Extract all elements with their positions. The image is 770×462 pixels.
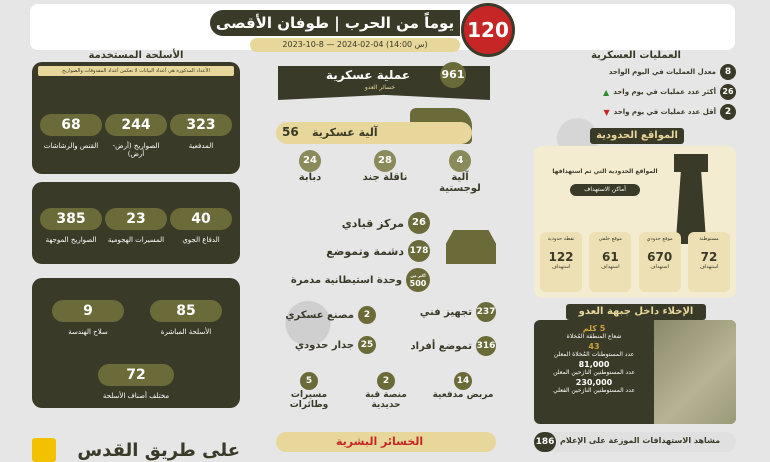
evac-value: 230,000 xyxy=(575,378,613,387)
site-unit: استهداف xyxy=(601,264,620,270)
ops-row xyxy=(536,104,736,120)
border-places-tag: أماكن الاستهداف xyxy=(570,184,640,196)
target2-value: 2 xyxy=(358,306,376,324)
weapon-air-defense xyxy=(170,208,232,244)
misc-value: 14 xyxy=(454,372,472,390)
site-value: 72 xyxy=(700,250,718,264)
vehicle-logistic xyxy=(430,150,490,200)
evac-label: عدد المستوطنين النازحين المعلن xyxy=(553,369,635,376)
brand-name: على طريق القدس xyxy=(77,440,240,461)
target2-label: تجهيز فني xyxy=(419,306,472,318)
vehicle-label: دبابة xyxy=(298,172,322,183)
site-unit: استهداف xyxy=(551,264,571,270)
misc-label: منصة قبة حديدية xyxy=(365,390,407,410)
media-value: 186 xyxy=(534,432,556,452)
target-row xyxy=(290,240,430,262)
target-value: 500 xyxy=(409,279,427,288)
target2-row xyxy=(276,306,376,324)
vehicle-label: ناقلة جند xyxy=(362,172,408,183)
brand-logo-icon xyxy=(32,438,56,462)
weapons-title: الأسلحة المستخدمة xyxy=(88,50,184,61)
target-row xyxy=(290,268,430,292)
bunker-icon xyxy=(446,230,496,264)
ops-label: أكثر عدد عمليات في يوم واحد xyxy=(613,88,716,96)
site-border-point xyxy=(540,232,582,292)
weapon-value: 40 xyxy=(170,208,232,230)
weapon-label: الأسلحة المباشرة xyxy=(160,328,212,336)
weapon-label: المدفعية xyxy=(188,142,214,150)
site-value: 670 xyxy=(647,250,673,264)
weapon-direct xyxy=(150,300,222,336)
weapon-value: 323 xyxy=(170,114,232,136)
target2-value: 316 xyxy=(476,336,496,356)
target2-label: تموضع أفراد xyxy=(410,340,472,352)
vehicles-label: آلية عسكرية xyxy=(312,126,378,139)
site-value: 61 xyxy=(601,250,619,264)
target-value-group xyxy=(406,268,430,292)
ops-value: 2 xyxy=(720,104,736,120)
weapon-label: المسيرات الهجومية xyxy=(107,236,165,244)
weapon-value: 385 xyxy=(40,208,102,230)
weapon-drones xyxy=(105,208,167,244)
weapon-value: 9 xyxy=(52,300,124,322)
site-value: 122 xyxy=(548,250,574,264)
misc-value: 5 xyxy=(300,372,318,390)
target-value: 26 xyxy=(408,212,430,234)
ops-row xyxy=(536,84,736,100)
ops-label: معدل العمليات في اليوم الواحد xyxy=(608,68,716,76)
weapon-label: الصواريخ (أرض-أرض) xyxy=(112,142,160,158)
weapon-rockets xyxy=(105,114,167,158)
map-thumbnail xyxy=(654,320,736,424)
triangle-down-icon: ▼ xyxy=(603,107,610,117)
site-rear xyxy=(589,232,631,292)
site-label: موقع خلفي xyxy=(598,236,622,242)
evac-label: عدد المستوطنين النازحين الفعلي xyxy=(553,387,635,394)
media-label: مشاهد الاستهدافات الموزعة على الإعلام xyxy=(560,436,721,445)
border-sites-sub: المواقع الحدودية التي تم استهدافها xyxy=(552,168,658,175)
misc-iron-dome xyxy=(353,372,419,426)
evac-value: 5 كلم xyxy=(582,324,606,333)
misc-drones xyxy=(276,372,342,426)
site-label: نقطة حدودية xyxy=(547,236,575,242)
site-unit: استهداف xyxy=(699,264,719,270)
weapons-note: الأعداد المذكورة هي أعداد البيانات لا تعكس أعداد المقذوفات والصواريخ xyxy=(38,66,234,76)
target2-value: 25 xyxy=(358,336,376,354)
media-bar xyxy=(534,432,736,452)
targets2-grid xyxy=(276,300,496,364)
operations-label: عملية عسكرية xyxy=(325,68,411,82)
evacuation-panel xyxy=(534,320,736,424)
border-sites-title: المواقع الحدودية xyxy=(590,128,684,144)
target2-label: مصنع عسكري xyxy=(285,309,354,321)
weapons-panel-2 xyxy=(32,182,240,264)
misc-value: 2 xyxy=(377,372,395,390)
weapon-value: 68 xyxy=(40,114,102,136)
operations-count: 961 xyxy=(440,62,466,88)
date-range: 2023-10-8 — 2024-02-04 (س 14:00) xyxy=(250,38,460,52)
misc-label: مسيرات وطائرات xyxy=(289,390,329,410)
target2-label: جدار حدودي xyxy=(294,339,354,351)
evac-rows xyxy=(538,324,650,394)
vehicles-count: 56 xyxy=(282,125,299,139)
site-label: مستوطنة xyxy=(699,236,719,242)
weapon-label: الصواريخ الموجهة xyxy=(45,236,97,244)
ops-row xyxy=(536,64,736,80)
evac-value: 81,000 xyxy=(578,360,610,369)
weapons-panel-3 xyxy=(32,278,240,408)
vehicle-value: 4 xyxy=(449,150,471,172)
weapon-sniping xyxy=(40,114,102,158)
ops-value: 8 xyxy=(720,64,736,80)
evac-label: شعاع المنطقة المُخلاة xyxy=(566,333,622,340)
target-row xyxy=(290,212,430,234)
site-unit: استهداف xyxy=(650,264,669,270)
target-prefix: أكثر من xyxy=(410,273,426,278)
vehicle-apc xyxy=(355,150,415,200)
days-badge: 120 xyxy=(461,3,515,57)
weapon-label: سلاح الهندسة xyxy=(68,328,108,336)
site-settlement xyxy=(688,232,730,292)
vehicle-value: 28 xyxy=(374,150,396,172)
target-value: 178 xyxy=(408,240,430,262)
border-sites-panel xyxy=(534,146,736,298)
evac-value: 43 xyxy=(588,342,600,351)
human-losses-label: الخسائر البشرية xyxy=(336,435,424,448)
weapons-header xyxy=(32,48,240,60)
target-label: وحدة استيطانية مدمرة xyxy=(290,274,402,286)
vehicle-tanks xyxy=(280,150,340,200)
evacuation-title: الإخلاء داخل جبهة العدو xyxy=(566,304,706,320)
weapon-value: 23 xyxy=(105,208,167,230)
misc-artillery xyxy=(430,372,496,426)
vehicles-bar xyxy=(276,122,472,144)
vehicle-label: آلية لوجستية xyxy=(439,172,481,194)
weapon-label: الدفاع الجوي xyxy=(182,236,220,244)
military-ops-title: العمليات العسكرية xyxy=(591,50,681,61)
weapon-value: 72 xyxy=(98,364,174,386)
site-label: موقع حدودي xyxy=(646,236,673,242)
target2-row xyxy=(386,302,496,322)
military-ops-panel xyxy=(536,64,736,124)
target-label: مركز قيادي xyxy=(341,216,404,230)
weapon-value: 85 xyxy=(150,300,222,322)
weapon-guided xyxy=(40,208,102,244)
watchtower-icon xyxy=(674,154,708,244)
triangle-up-icon: ▲ xyxy=(603,87,610,97)
target-label: دشمة وتموضع xyxy=(326,244,404,258)
human-losses-bar xyxy=(276,432,496,452)
target2-value: 237 xyxy=(476,302,496,322)
misc-row xyxy=(276,372,496,426)
target2-row xyxy=(276,336,376,354)
vehicle-breakdown xyxy=(280,150,490,200)
weapon-label: مختلف أصناف الأسلحة xyxy=(102,392,170,400)
vehicle-value: 24 xyxy=(299,150,321,172)
operations-sub: خسائر العدو xyxy=(364,84,396,91)
weapon-label: القنص والرشاشات xyxy=(43,142,99,150)
border-sites-list xyxy=(540,232,730,292)
ops-value: 26 xyxy=(720,84,736,100)
misc-label: مربض مدفعية xyxy=(432,390,494,400)
weapons-panel-1 xyxy=(32,62,240,174)
evac-label: عدد المستوطنات المُخلاة المعلن xyxy=(553,351,635,358)
weapon-various xyxy=(98,364,174,400)
weapon-value: 244 xyxy=(105,114,167,136)
weapon-engineering xyxy=(52,300,124,336)
weapon-artillery xyxy=(170,114,232,158)
targets-list xyxy=(290,212,430,292)
ops-label: أقل عدد عمليات في يوم واحد xyxy=(613,108,716,116)
site-border-post xyxy=(639,232,681,292)
page-title: يوماً من الحرب | طوفان الأقصى xyxy=(210,10,460,36)
target2-row xyxy=(386,336,496,356)
